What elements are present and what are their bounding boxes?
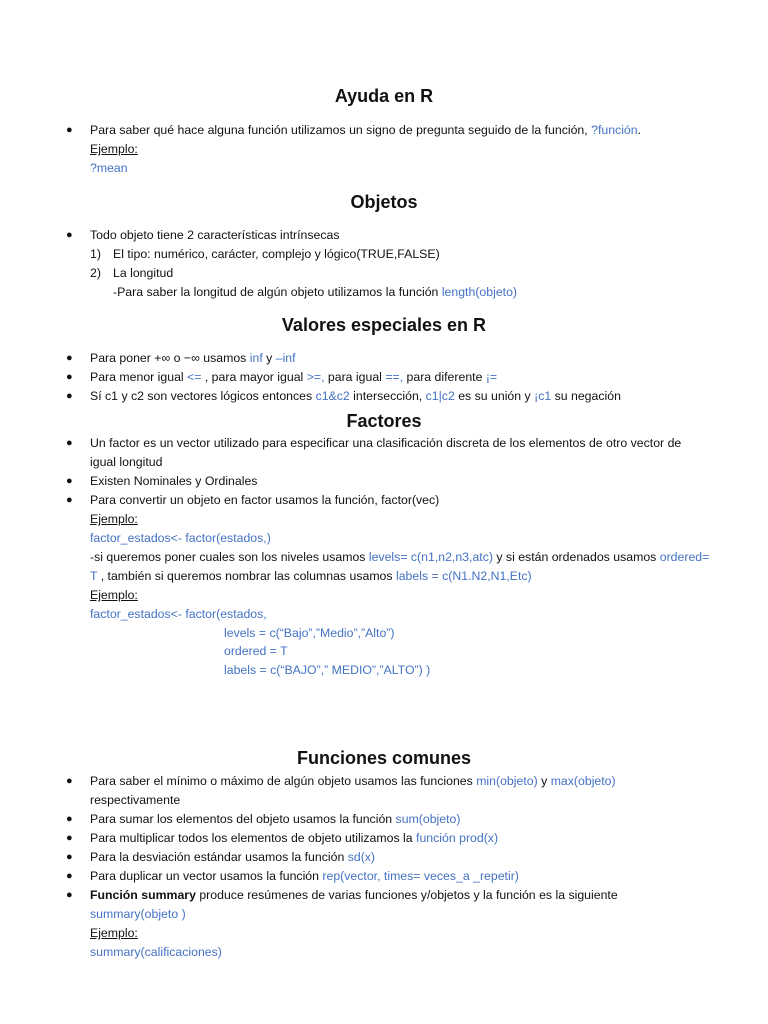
funciones-example-label: Ejemplo: xyxy=(90,926,138,940)
bullet-icon: ● xyxy=(66,870,73,882)
factores-example2-code-3: ordered = T xyxy=(224,644,288,658)
bullet-icon: ● xyxy=(66,229,73,241)
bullet-icon: ● xyxy=(66,390,73,402)
funciones-line-6: Función summary produce resúmenes de varias funciones y/objetos y la función es la siguiente xyxy=(90,888,618,902)
objetos-item-2: La longitud xyxy=(113,266,174,280)
bullet-icon: ● xyxy=(66,437,73,449)
valores-line-3: Sí c1 y c2 son vectores lógicos entonces c1&c2 intersección, c1|c2 es su unión y ¡c1 su negación xyxy=(90,389,621,403)
funciones-example-code: summary(calificaciones) xyxy=(90,945,222,959)
factores-example2-code-2: levels = c(“Bajo”,”Medio”,”Alto”) xyxy=(224,626,395,640)
funciones-line-1b: respectivamente xyxy=(90,793,181,807)
bullet-icon: ● xyxy=(66,775,73,787)
funciones-line-3: Para multiplicar todos los elementos de objeto utilizamos la función prod(x) xyxy=(90,831,499,845)
bullet-icon: ● xyxy=(66,371,73,383)
factores-line-1: Un factor es un vector utilizado para especificar una clasificación discreta de los elementos de otro vector de xyxy=(90,436,682,450)
factores-example2-code-1: factor_estados<- factor(estados, xyxy=(90,607,267,621)
factores-line-5: T , también si queremos nombrar las columnas usamos labels = c(N1.N2,N1,Etc) xyxy=(90,569,532,583)
bullet-icon: ● xyxy=(66,813,73,825)
factores-example2-label: Ejemplo: xyxy=(90,588,138,602)
funciones-line-1: Para saber el mínimo o máximo de algún objeto usamos las funciones min(objeto) y max(objeto) xyxy=(90,774,616,788)
bullet-icon: ● xyxy=(66,889,73,901)
factores-line-3: Para convertir un objeto en factor usamos la función, factor(vec) xyxy=(90,493,440,507)
valores-line-2: Para menor igual <= , para mayor igual >=, para igual ==, para diferente ¡= xyxy=(90,370,498,384)
heading-ayuda: Ayuda en R xyxy=(334,86,434,106)
heading-valores: Valores especiales en R xyxy=(281,315,487,335)
funciones-line-5: Para duplicar un vector usamos la función rep(vector, times= veces_a _repetir) xyxy=(90,869,519,883)
ayuda-line-1: Para saber qué hace alguna función utilizamos un signo de pregunta seguido de la función, ?función. xyxy=(90,123,642,137)
valores-line-1: Para poner +∞ o −∞ usamos inf y –inf xyxy=(90,351,296,365)
factores-example2-code-4: labels = c(“BAJO”,” MEDIO”,”ALTO”) ) xyxy=(224,663,431,677)
funciones-line-2: Para sumar los elementos del objeto usamos la función sum(objeto) xyxy=(90,812,461,826)
bullet-icon: ● xyxy=(66,851,73,863)
factores-example-label: Ejemplo: xyxy=(90,512,138,526)
objetos-sub-line: -Para saber la longitud de algún objeto utilizamos la función length(objeto) xyxy=(113,285,518,299)
ayuda-example-code: ?mean xyxy=(90,161,128,175)
list-number: 2) xyxy=(90,266,101,280)
bullet-icon: ● xyxy=(66,494,73,506)
heading-factores: Factores xyxy=(346,411,422,431)
list-number: 1) xyxy=(90,247,101,261)
bullet-icon: ● xyxy=(66,124,73,136)
bullet-icon: ● xyxy=(66,352,73,364)
funciones-line-6b: summary(objeto ) xyxy=(90,907,186,921)
bullet-icon: ● xyxy=(66,475,73,487)
factores-line-4: -si queremos poner cuales son los niveles usamos levels= c(n1,n2,n3,atc) y si están ordenados usamos ordered= xyxy=(90,550,710,564)
bullet-icon: ● xyxy=(66,832,73,844)
objetos-item-1: El tipo: numérico, carácter, complejo y lógico(TRUE,FALSE) xyxy=(113,247,440,261)
objetos-line-1: Todo objeto tiene 2 características intrínsecas xyxy=(90,228,340,242)
factores-line-2: Existen Nominales y Ordinales xyxy=(90,474,258,488)
heading-funciones: Funciones comunes xyxy=(296,748,472,768)
ayuda-example-label: Ejemplo: xyxy=(90,142,138,156)
funciones-line-4: Para la desviación estándar usamos la función sd(x) xyxy=(90,850,376,864)
factores-example-code: factor_estados<- factor(estados,) xyxy=(90,531,271,545)
heading-objetos: Objetos xyxy=(350,192,418,212)
factores-line-1b: igual longitud xyxy=(90,455,163,469)
